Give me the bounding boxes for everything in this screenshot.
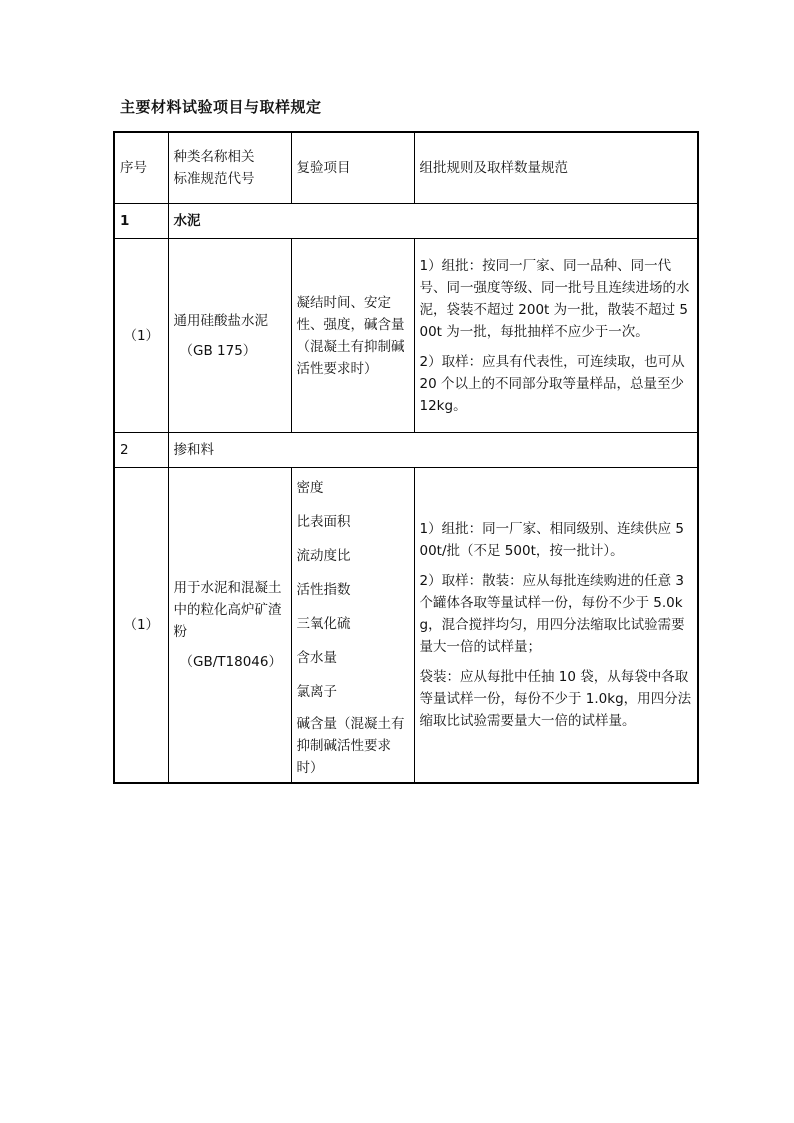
- category-name: 掺和料: [168, 433, 698, 468]
- item-water-content: 含水量: [296, 650, 337, 666]
- entry-seq: （1）: [114, 239, 168, 433]
- rule-paragraph: 袋装：应从每批中任抽 10 袋，从每袋中各取等量试样一份，每份不少于 1.0kg，用四分法缩取比试验需要量大一倍的试样量。: [419, 669, 692, 729]
- item-density: 密度: [296, 480, 324, 496]
- rule-paragraph: 2）取样：应具有代表性，可连续取，也可从 20 个以上的不同部分取等量样品，总量至少 12kg。: [419, 353, 685, 414]
- entry-rules: [414, 239, 698, 433]
- category-row-cement: [114, 204, 698, 239]
- rule-paragraph: 1）组批：同一厂家、相同级别、连续供应 500t/批（不足 500t，按一批计）。: [419, 521, 684, 559]
- entry-items: 凝结时间、安定性、强度，碱含量（混凝土有抑制碱活性要求时）: [291, 239, 414, 433]
- category-seq: 2: [114, 433, 168, 468]
- item-sulfur-trioxide: 三氧化硫: [296, 616, 351, 632]
- page-title: 主要材料试验项目与取样规定: [120, 98, 322, 116]
- header-seq: 序号: [114, 132, 168, 204]
- table-row: [114, 468, 698, 784]
- header-name-line2: 标准规范代号: [173, 171, 255, 187]
- entry-standard: （GB/T18046）: [179, 654, 282, 670]
- header-name: [168, 132, 291, 204]
- header-items: 复验项目: [291, 132, 414, 204]
- category-name: 水泥: [168, 204, 698, 239]
- item-chloride: 氯离子: [296, 684, 337, 700]
- item-flow-ratio: 流动度比: [296, 548, 351, 564]
- header-rules: 组批规则及取样数量规范: [414, 132, 698, 204]
- rule-paragraph: 2）取样：散装：应从每批连续购进的任意 3 个罐体各取等量试样一份，每份不少于 5.0kg，混合搅拌均匀，用四分法缩取比试验需要量大一倍的试样量；: [419, 573, 685, 655]
- materials-table: [113, 131, 699, 784]
- entry-items: [291, 468, 414, 784]
- table-header-row: [114, 132, 698, 204]
- entry-rules: [414, 468, 698, 784]
- item-alkali-content: 碱含量（混凝土有抑制碱活性要求时）: [296, 716, 405, 776]
- rule-paragraph: 1）组批：按同一厂家、同一品种、同一代号、同一强度等级、同一批号且连续进场的水泥，袋装不超过 200t 为一批，散装不超过 500t 为一批，每批抽样不应少于一次。: [419, 257, 690, 340]
- header-name-line1: 种类名称相关: [173, 149, 255, 165]
- entry-name-cell: [168, 239, 291, 433]
- category-row-admixture: [114, 433, 698, 468]
- item-specific-surface: 比表面积: [296, 514, 351, 530]
- entry-name-cell: [168, 468, 291, 784]
- entry-seq: （1）: [114, 468, 168, 784]
- entry-standard: （GB 175）: [179, 342, 257, 359]
- item-activity-index: 活性指数: [296, 582, 351, 598]
- entry-name: 通用硅酸盐水泥: [173, 312, 268, 329]
- table-row: [114, 239, 698, 433]
- category-seq: 1: [114, 204, 168, 239]
- entry-name: 用于水泥和混凝土中的粒化高炉矿渣粉: [173, 580, 282, 640]
